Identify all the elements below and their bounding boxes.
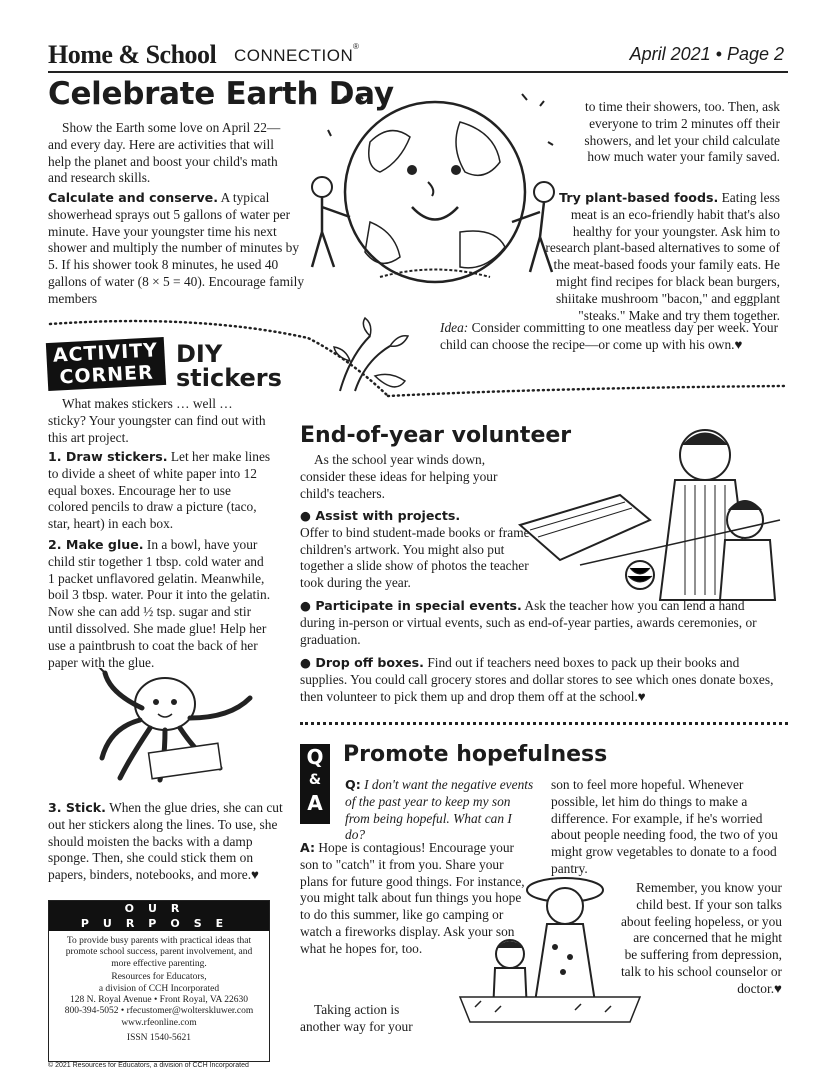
plant-idea-label: Idea: (440, 320, 469, 335)
step2-paragraph (48, 537, 273, 671)
brand-title: Home & School (48, 40, 217, 69)
qa-answer-2: Taking action is another way for your (300, 1002, 413, 1034)
brand-subtitle: CONNECTION (234, 46, 354, 65)
activity-intro: What makes stickers … well … sticky? Your youngster can find out with this art project. (48, 396, 266, 445)
purpose-contact[interactable]: 800-394-5052 • rfecustomer@wolterskluwer.com (64, 1006, 254, 1017)
volunteer-title: End-of-year volunteer (300, 423, 572, 448)
step3-paragraph (48, 800, 283, 884)
calc-lead: Calculate and conserve. (48, 190, 218, 205)
header-rule (48, 71, 788, 73)
copyright-line: © 2021 Resources for Educators, a division of CCH Incorporated (48, 1062, 249, 1069)
trademark: ® (353, 42, 359, 51)
qa-badge-amp: & (308, 772, 322, 788)
bullet-events-text: Ask the teacher how you can lend a hand during in-person or virtual events, such as end-of-year parties, awards ceremonies, or graduation. (300, 598, 757, 647)
volunteer-intro: As the school year winds down, consider these ideas for helping your child's teachers. (300, 452, 498, 501)
step1-paragraph (48, 449, 273, 533)
purpose-box (48, 900, 270, 1062)
purpose-body (49, 931, 269, 1045)
badge-line-corner: CORNER (58, 361, 155, 389)
volunteer-bullet-events (300, 598, 780, 648)
qa-a-label: A: (300, 840, 316, 855)
bullet-boxes-text: Find out if teachers need boxes to pack up their books and supplies. You could call grocery stores and dollar stores to see which ones donate boxes, then volunteer to pick them up and drop them off at the school.♥ (300, 655, 774, 704)
purpose-issn: ISSN 1540-5621 (126, 1033, 192, 1044)
step2-text: In a bowl, have your child stir together 1 tbsp. cold water and 1 packet unflavored gelatin. Meanwhile, boil 3 tbsp. water. Pour it into the gelatin. Now she can add ½ tsp. sugar and stir until dissolved. She made glue! Help her use a paintbrush to coat the back of her paper with the glue. (48, 537, 271, 670)
octopus-illustration (90, 668, 270, 786)
bullet-projects-lead: ● Assist with projects. (300, 508, 461, 523)
qa-q-text: I don't want the negative events of the past year to keep my son from being hopeful. What can I do? (345, 777, 534, 843)
step3-lead: 3. Stick. (48, 800, 106, 815)
earth-day-intro: Show the Earth some love on April 22—and every day. Here are activities that will help the planet and boost your child's math and research skills. (48, 120, 281, 186)
purpose-heading: OUR PURPOSE (49, 901, 269, 931)
activity-title-diy: DIY (176, 340, 223, 368)
purpose-mission: To provide busy parents with practical ideas that promote school success, parent involvement, and more effective parenting. (65, 936, 253, 969)
qa-badge-a: A (307, 791, 323, 815)
earth-illustration (300, 82, 570, 312)
step1-lead: 1. Draw stickers. (48, 449, 168, 464)
calc-text: A typical showerhead sprays out 5 gallons of water per minute. Have your youngster time his next shower and multiply the number of minutes by 5. If his shower took 8 minutes, he used 40 gallons of water (8 × 5 = 40). Encourage family members (48, 190, 305, 306)
gardening-illustration (455, 862, 645, 1027)
bullet-boxes-lead: ● Drop off boxes. (300, 655, 424, 670)
plant-paragraph-cont (440, 320, 780, 354)
qa-column2-b: Remember, you know your child best. If your son talks about feeling hopeless, or you are concerned that he might be suffering from depression, talk to his school counselor or doctor.♥ (620, 880, 782, 996)
bullet-projects-text: Offer to bind student-made books or frame children's artwork. You might also put together a slide show of photos the teacher took during the year. (300, 524, 530, 591)
plant-idea-text: Consider committing to one meatless day per week. Your child can choose the recipe—or come up with his own.♥ (440, 320, 779, 352)
vegetable-illustration (320, 316, 420, 396)
step3-text: When the glue dries, she can cut out her stickers along the lines. To use, she should moisten the backs with a damp sponge. Then, she could stick them on papers, binders, notebooks, and more.♥ (48, 800, 283, 883)
activity-corner-badge (46, 337, 166, 391)
plant-lead: Try plant-based foods. (559, 190, 719, 205)
step1-text: Let her make lines to divide a sheet of white paper into 12 equal boxes. Encourage her to use colored pencils to draw a picture (taco, star, heart) in each box. (48, 449, 271, 532)
qa-title: Promote hopefulness (343, 742, 608, 767)
volunteer-bullet-boxes (300, 655, 780, 705)
qa-column2: son to feel more hopeful. Whenever possible, let him do things to make a difference. For example, if he's worried about people needing food, the two of you might grow vegetables to donate to a food pantry. (551, 777, 778, 876)
purpose-website[interactable]: www.rfeonline.com (121, 1017, 197, 1028)
step2-lead: 2. Make glue. (48, 537, 144, 552)
plant-text: Eating less meat is an eco-friendly habit that's also healthy for your youngster. Ask him to research plant-based alternatives to some of the meat-based foods your family eats. He might find recipes for black bean burgers, shiitake mushroom "bacon," and eggplant "steaks." Make and try them together. (545, 190, 780, 323)
volunteer-bullet-projects (300, 508, 550, 592)
badge-line-activity: ACTIVITY (52, 339, 159, 367)
page-header (48, 40, 788, 70)
qa-q-label: Q: (345, 777, 361, 792)
qa-a-text: Hope is contagious! Encourage your son to "catch" it from you. Share your plans for future good things. For instance, you might talk about fun things you hope to do this summer, like go camping or watch a fireworks display. Ask your son what he hopes for, too. (300, 840, 525, 956)
activity-title-stickers: stickers (176, 364, 282, 392)
calc-paragraph (48, 190, 308, 308)
purpose-address: 128 N. Royal Avenue • Front Royal, VA 22630 (69, 995, 249, 1006)
qa-badge-q: Q (306, 745, 324, 769)
bullet-events-lead: ● Participate in special events. (300, 598, 522, 613)
purpose-publisher: Resources for Educators, (111, 972, 207, 983)
qa-question (345, 777, 535, 844)
qa-badge (300, 744, 330, 824)
calc-continued: to time their showers, too. Then, ask everyone to trim 2 minutes off their showers, and let your child calculate how much water your family saved. (584, 99, 780, 165)
section-divider (300, 722, 788, 725)
earth-day-title: Celebrate Earth Day (48, 76, 394, 112)
date-page: April 2021 • Page 2 (629, 44, 784, 64)
purpose-division: a division of CCH Incorporated (98, 983, 220, 994)
plant-paragraph (540, 190, 780, 324)
